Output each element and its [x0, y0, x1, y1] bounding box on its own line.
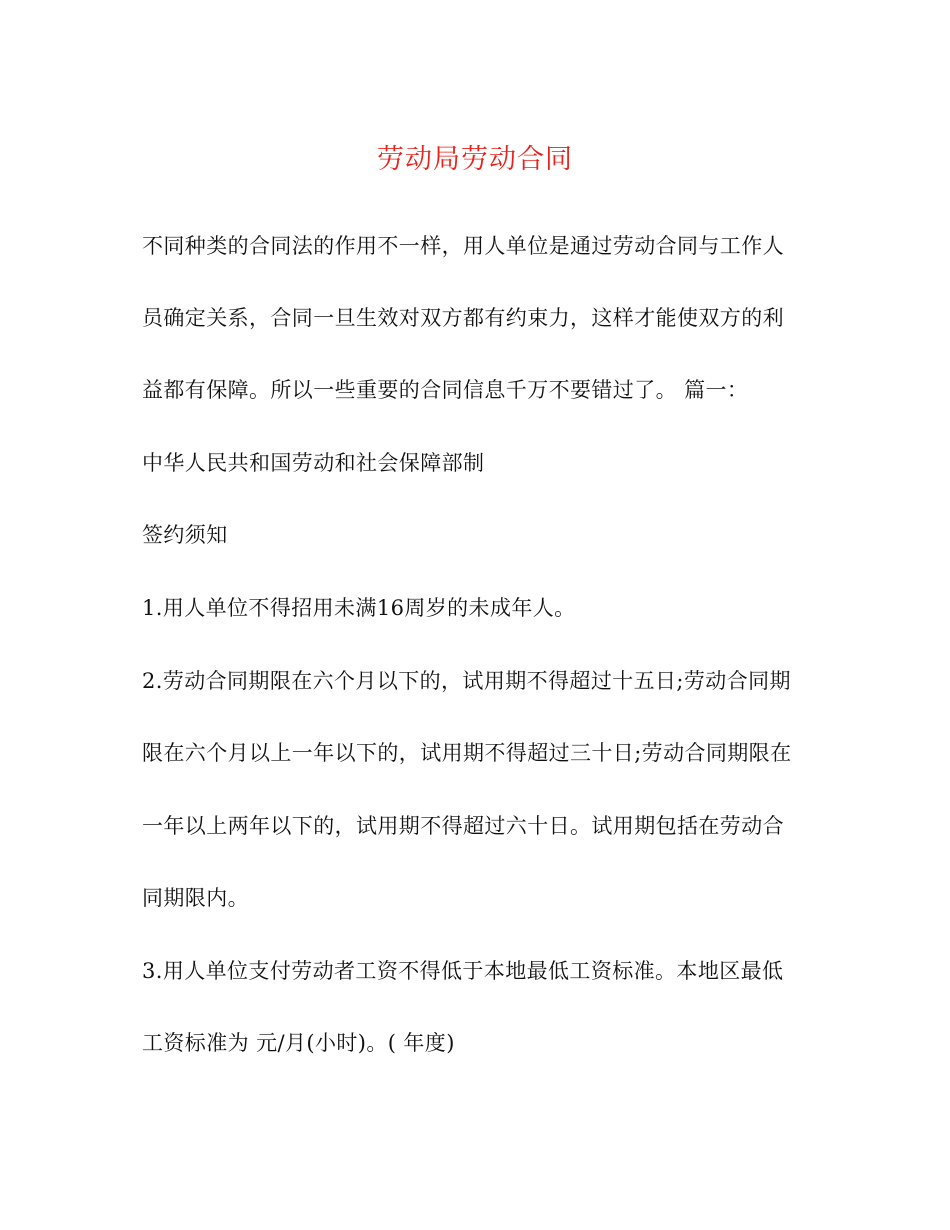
clause-3-line-1: 3.用人单位支付劳动者工资不得低于本地最低工资标准。本地区最低 — [142, 959, 784, 983]
intro-line-1: 不同种类的合同法的作用不一样，用人单位是通过劳动合同与工作人 — [142, 234, 784, 258]
clause-3-line-2: 工资标准为 元/月(小时)。( 年度) — [142, 1031, 455, 1055]
intro-line-3: 益都有保障。所以一些重要的合同信息千万不要错过了。 篇一： — [142, 378, 749, 402]
clause-2-line-4: 同期限内。 — [142, 886, 249, 910]
intro-line-2: 员确定关系，合同一旦生效对双方都有约束力，这样才能使双方的利 — [142, 306, 784, 330]
clause-2-line-3: 一年以上两年以下的，试用期不得超过六十日。试用期包括在劳动合 — [142, 814, 784, 838]
section-heading: 签约须知 — [142, 523, 228, 547]
clause-2-line-2: 限在六个月以上一年以下的，试用期不得超过三十日;劳动合同期限在 — [142, 741, 792, 765]
clause-1-line-1: 1.用人单位不得招用未满16周岁的未成年人。 — [142, 596, 576, 620]
document-title: 劳动局劳动合同 — [377, 144, 573, 175]
clause-2-line-1: 2.劳动合同期限在六个月以下的，试用期不得超过十五日;劳动合同期 — [142, 669, 791, 693]
issuer-line: 中华人民共和国劳动和社会保障部制 — [142, 451, 485, 475]
